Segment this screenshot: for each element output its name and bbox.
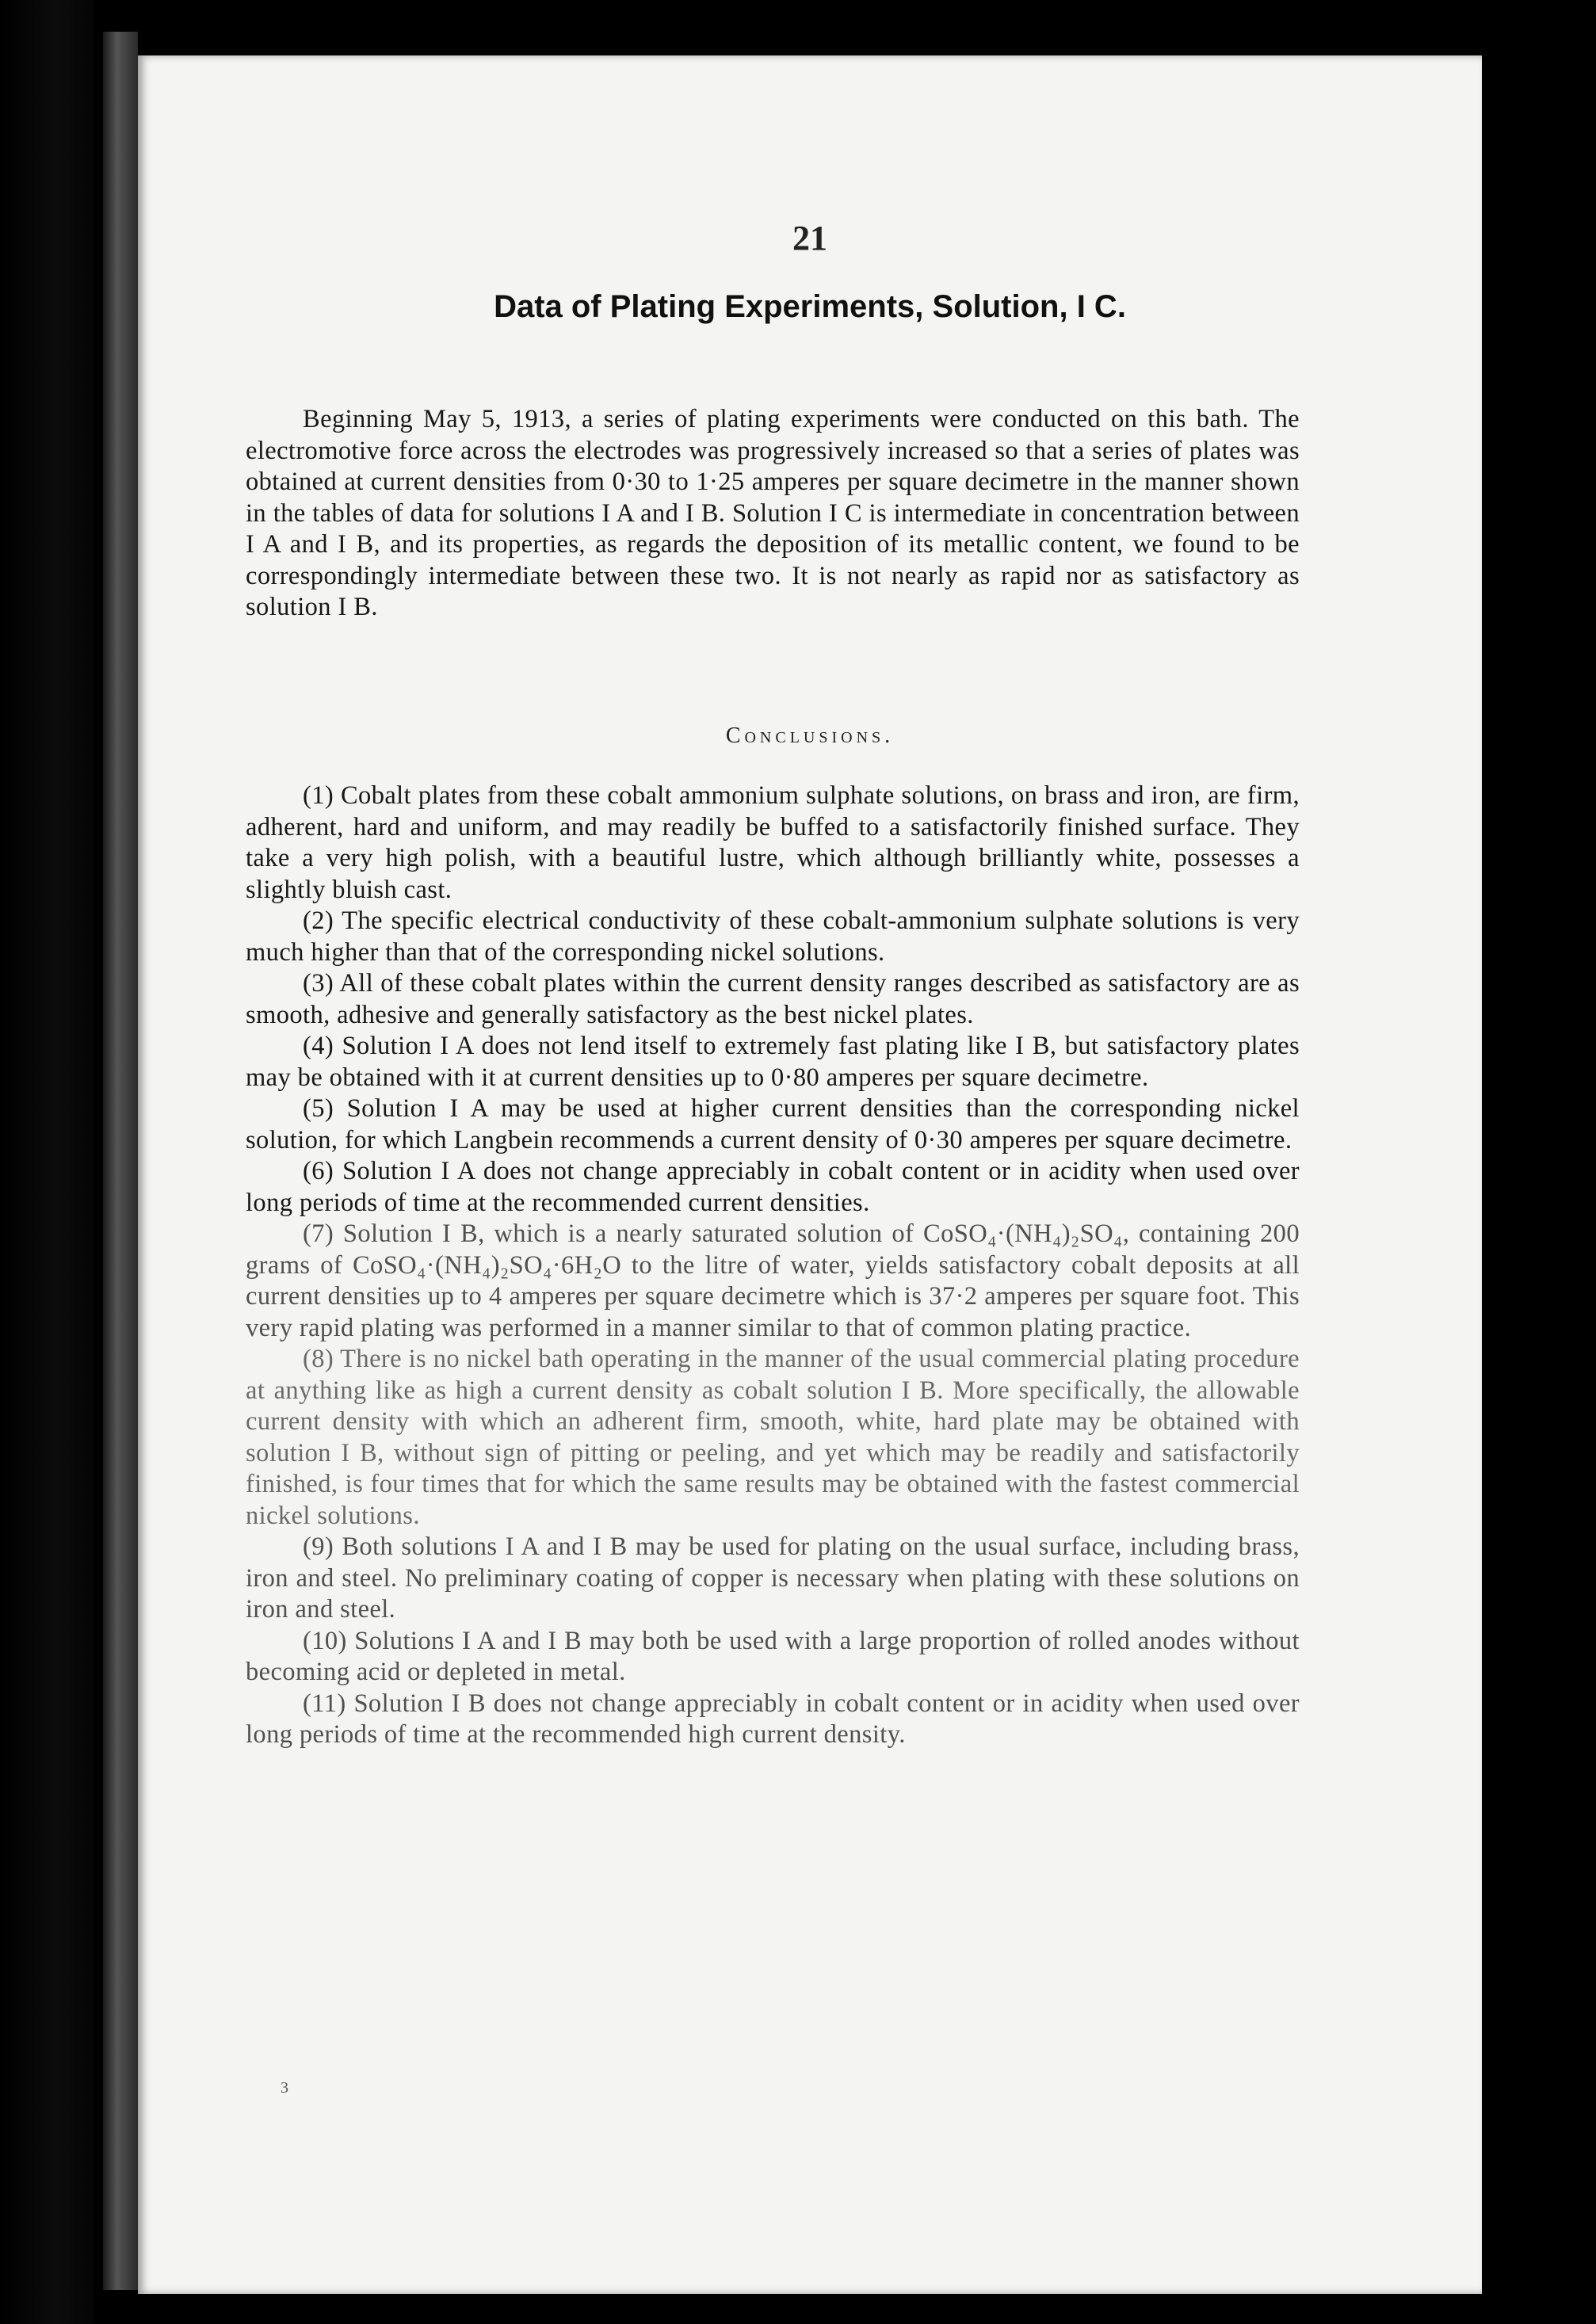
conclusion-5: (5) Solution I A may be used at higher current densities than the corresponding nickel solution, for which Langbein recommends a current density of 0·30 amperes per square decimetre. <box>246 1094 1300 1154</box>
conclusion-11: (11) Solution I B does not change appreciably in cobalt content or in acidity when used over long periods of time at the recommended high current density. <box>246 1689 1300 1749</box>
conclusion-3: (3) All of these cobalt plates within the current density ranges described as satisfactory are as smooth, adhesive and generally satisfactory as the best nickel plates. <box>246 969 1300 1029</box>
signature-mark: 3 <box>281 2079 288 2097</box>
intro-section <box>246 404 1300 624</box>
intro-paragraph: Beginning May 5, 1913, a series of plating experiments were conducted on this bath. The electromotive force across the electrodes was progressively increased so that a series of plates was obtained at current densities from 0·30 to 1·25 amperes per square decimetre in the manner shown in the tables of data for solutions I A and I B. Solution I C is intermediate in concentration between I A and I B, and its properties, as regards the deposition of its metallic content, we found to be correspondingly intermediate between these two. It is not nearly as rapid nor as satisfactory as solution I B. <box>246 405 1300 621</box>
conclusions-list <box>246 780 1300 1751</box>
conclusion-4: (4) Solution I A does not lend itself to extremely fast plating like I B, but satisfactory plates may be obtained with it at current densities up to 0·80 amperes per square decimetre. <box>246 1032 1300 1092</box>
conclusion-8: (8) There is no nickel bath operating in the manner of the usual commercial plating procedure at anything like as high a current density as cobalt solution I B. More specifically, the allowable current density with which an adherent firm, smooth, white, hard plate may be obtained with solution I B, without sign of pitting or peeling, and yet which may be readily and satisfactorily finished, is four times that for which the same results may be obtained with the fastest commercial nickel solutions. <box>246 1345 1300 1530</box>
conclusion-7: (7) Solution I B, which is a nearly saturated solution of CoSO₄·(NH₄)₂SO₄, containing 200 grams of CoSO₄·(NH₄)₂SO₄·6H₂O to the litre of water, yields satisfactory cobalt deposits at all current densities up to 4 amperes per square decimetre which is 37·2 amperes per square foot. This very rapid plating was performed in a manner similar to that of common plating practice. <box>246 1219 1300 1342</box>
book-spine <box>103 32 138 2290</box>
conclusion-1: (1) Cobalt plates from these cobalt ammonium sulphate solutions, on brass and iron, are firm, adherent, hard and uniform, and may readily be buffed to a satisfactorily finished surface. They take a very high polish, with a beautiful lustre, which although brilliantly white, possesses a slightly bluish cast. <box>246 781 1300 904</box>
conclusion-10: (10) Solutions I A and I B may both be used with a large proportion of rolled anodes without becoming acid or depleted in metal. <box>246 1626 1300 1686</box>
page-title: Data of Plating Experiments, Solution, I C. <box>494 289 1126 324</box>
facing-page-edge <box>0 0 94 2324</box>
conclusion-2: (2) The specific electrical conductivity of these cobalt-ammonium sulphate solutions is very much higher than that of the corresponding nickel solutions. <box>246 906 1300 967</box>
conclusions-heading: Conclusions. <box>725 723 895 748</box>
conclusion-6: (6) Solution I A does not change appreciably in cobalt content or in acidity when used over long periods of time at the recommended current densities. <box>246 1157 1300 1217</box>
page-number: 21 <box>792 219 827 258</box>
document-page <box>138 55 1482 2294</box>
conclusion-9: (9) Both solutions I A and I B may be used for plating on the usual surface, including brass, iron and steel. No preliminary coating of copper is necessary when plating with these solutions on iron and steel. <box>246 1532 1300 1624</box>
